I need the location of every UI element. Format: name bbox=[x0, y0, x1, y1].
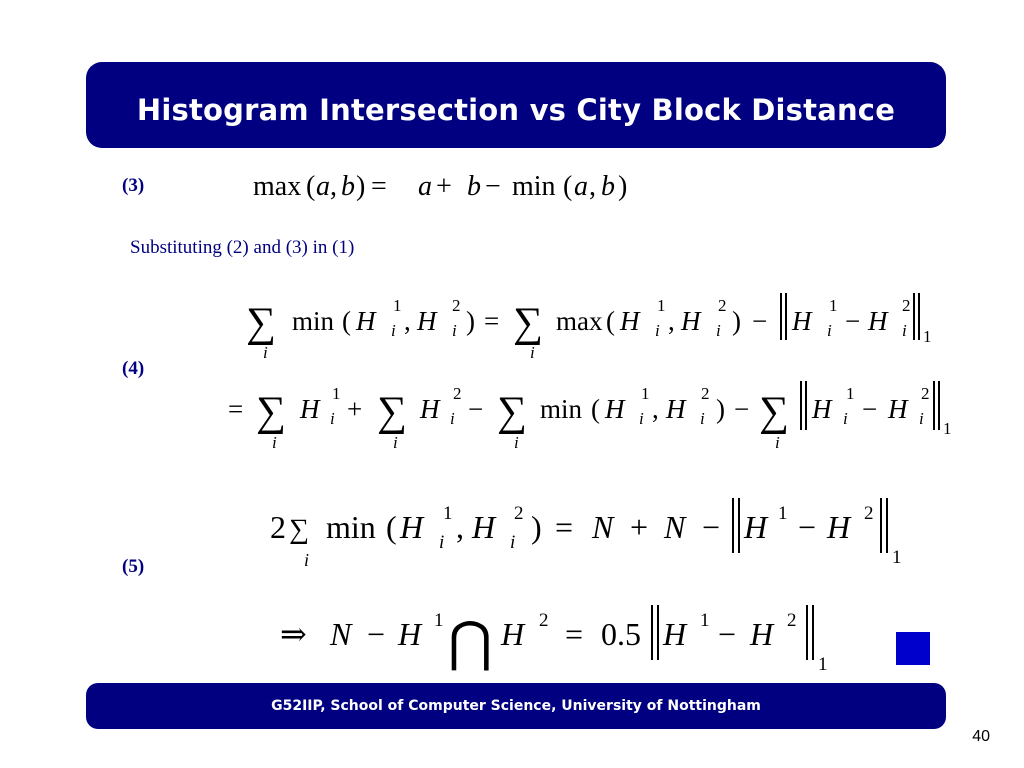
eq4b-H1: H bbox=[300, 394, 320, 424]
eq4a-H1: H bbox=[356, 306, 376, 336]
eq5a-H3-sup: 1 bbox=[778, 503, 788, 524]
eq5a-H2: H bbox=[472, 509, 496, 545]
eq5a-comma: , bbox=[456, 509, 464, 545]
eq4b-comma: , bbox=[652, 394, 659, 424]
equation-4-line-2 bbox=[228, 381, 952, 452]
eq4a-H1-sup: 1 bbox=[393, 296, 402, 315]
eq4b-sum1: ∑ bbox=[256, 389, 286, 435]
eq4b-sum4: ∑ bbox=[759, 389, 789, 435]
eq4b-H1-sup: 1 bbox=[332, 384, 341, 403]
eq3-a2: a bbox=[418, 171, 432, 202]
eq5b-H2: H bbox=[501, 616, 525, 652]
eq4a-sum2: ∑ bbox=[513, 300, 543, 346]
eq4b-sum2-index: i bbox=[393, 433, 398, 452]
equation-4-label: (4) bbox=[122, 358, 145, 379]
eq4b-H2: H bbox=[420, 394, 440, 424]
eq5a-H1-sup: 1 bbox=[443, 503, 453, 524]
eq4a-H6-sup: 2 bbox=[902, 296, 911, 315]
equation-5-line-2 bbox=[280, 605, 828, 675]
eq4b-H6-sub: i bbox=[919, 409, 924, 428]
eq4a-H3-sub: i bbox=[655, 321, 660, 340]
eq5b-equals: = bbox=[565, 616, 584, 652]
eq5b-H4-sup: 2 bbox=[787, 610, 797, 631]
eq4a-H3-sup: 1 bbox=[657, 296, 666, 315]
eq3-rparen: ) bbox=[356, 171, 366, 202]
eq4b-H4: H bbox=[666, 394, 686, 424]
eq5b-norm-sub: 1 bbox=[818, 654, 828, 675]
eq4a-sum1: ∑ bbox=[246, 300, 276, 346]
eq4a-H5-sup: 1 bbox=[829, 296, 838, 315]
eq4b-rparen: ) bbox=[716, 394, 725, 424]
eq5a-minus2: − bbox=[798, 509, 817, 545]
eq5a-sum: ∑ bbox=[289, 514, 309, 545]
eq4b-sum2: ∑ bbox=[377, 389, 407, 435]
eq4b-H6-sup: 2 bbox=[921, 384, 930, 403]
eq4a-comma2: , bbox=[668, 306, 675, 336]
eq5a-H2-sub: i bbox=[510, 532, 516, 553]
eq5b-H2-sup: 2 bbox=[539, 610, 549, 631]
eq5a-lparen: ( bbox=[386, 509, 397, 545]
eq4a-minus: − bbox=[752, 306, 768, 336]
eq4b-H2-sub: i bbox=[450, 409, 455, 428]
eq5a-H1: H bbox=[400, 509, 424, 545]
substitution-note: Substituting (2) and (3) in (1) bbox=[130, 237, 355, 258]
equation-3-label: (3) bbox=[122, 175, 145, 196]
eq4a-norm-sub: 1 bbox=[923, 327, 932, 346]
eq4a-H4-sub: i bbox=[716, 321, 721, 340]
eq4a-H2-sub: i bbox=[452, 321, 457, 340]
eq4a-rparen2: ) bbox=[732, 306, 741, 336]
eq5b-H4: H bbox=[750, 616, 774, 652]
eq4a-sum1-index: i bbox=[263, 343, 268, 362]
eq4b-H2-sup: 2 bbox=[453, 384, 462, 403]
eq4b-H4-sup: 2 bbox=[701, 384, 710, 403]
eq3-b3: b bbox=[601, 171, 615, 202]
eq5b-N: N bbox=[330, 616, 352, 652]
eq4b-norm-sub: 1 bbox=[943, 419, 952, 438]
eq5a-H4-sup: 2 bbox=[864, 503, 874, 524]
eq4b-minus3: − bbox=[862, 394, 878, 424]
eq4a-H6: H bbox=[868, 306, 888, 336]
footer-text: G52IIP, School of Computer Science, University of Nottingham bbox=[271, 698, 761, 714]
eq4a-H3: H bbox=[620, 306, 640, 336]
eq4a-rparen: ) bbox=[466, 306, 475, 336]
equation-3 bbox=[253, 171, 627, 202]
eq4b-H5-sup: 1 bbox=[846, 384, 855, 403]
eq4b-sum1-index: i bbox=[272, 433, 277, 452]
eq5b-implies: ⇒ bbox=[280, 616, 307, 652]
page-number: 40 bbox=[972, 728, 990, 745]
eq4a-lparen2: ( bbox=[606, 306, 615, 336]
eq4b-H3-sub: i bbox=[639, 409, 644, 428]
eq4b-H5-sub: i bbox=[843, 409, 848, 428]
eq4a-H5: H bbox=[792, 306, 812, 336]
eq3-max: max bbox=[253, 171, 302, 202]
eq4a-H6-sub: i bbox=[902, 321, 907, 340]
eq4a-H2-sup: 2 bbox=[452, 296, 461, 315]
eq3-a3: a bbox=[574, 171, 588, 202]
eq5a-equals: = bbox=[555, 509, 574, 545]
eq4a-H4: H bbox=[681, 306, 701, 336]
eq5b-minus2: − bbox=[718, 616, 737, 652]
eq4b-H5: H bbox=[812, 394, 832, 424]
eq4a-H2: H bbox=[417, 306, 437, 336]
eq4a-equals: = bbox=[484, 306, 500, 336]
eq4b-minus2: − bbox=[734, 394, 750, 424]
eq4a-comma: , bbox=[404, 306, 411, 336]
eq5a-plus: + bbox=[630, 509, 649, 545]
eq5a-sum-index: i bbox=[304, 550, 310, 570]
eq4b-lparen: ( bbox=[591, 394, 600, 424]
eq5a-H2-sup: 2 bbox=[514, 503, 524, 524]
eq3-lparen2: ( bbox=[563, 171, 573, 202]
eq4b-plus: + bbox=[347, 394, 363, 424]
eq4b-equals: = bbox=[228, 394, 244, 424]
eq5a-H3: H bbox=[744, 509, 768, 545]
eq4a-sum2-index: i bbox=[530, 343, 535, 362]
eq4a-minus2: − bbox=[845, 306, 861, 336]
slide-title: Histogram Intersection vs City Block Distance bbox=[136, 93, 896, 127]
eq4a-H4-sup: 2 bbox=[718, 296, 727, 315]
eq5a-coef: 2 bbox=[270, 509, 286, 545]
eq5a-H4: H bbox=[827, 509, 851, 545]
eq3-b: b bbox=[341, 171, 355, 202]
eq4a-H5-sub: i bbox=[827, 321, 832, 340]
eq4a-lparen: ( bbox=[342, 306, 351, 336]
eq5b-H3: H bbox=[663, 616, 687, 652]
eq4b-H6: H bbox=[888, 394, 908, 424]
eq3-equals: = bbox=[371, 171, 387, 202]
eq5b-H3-sup: 1 bbox=[700, 610, 710, 631]
eq4b-H3: H bbox=[605, 394, 625, 424]
eq4b-sum3-index: i bbox=[514, 433, 519, 452]
eq5a-rparen: ) bbox=[531, 509, 542, 545]
eq5a-norm-sub: 1 bbox=[892, 547, 902, 568]
eq4b-H4-sub: i bbox=[700, 409, 705, 428]
eq4a-max: max bbox=[556, 306, 603, 336]
eq4a-H1-sub: i bbox=[391, 321, 396, 340]
eq3-a: a bbox=[316, 171, 330, 202]
end-of-slide-marker bbox=[896, 632, 930, 665]
eq3-min: min bbox=[512, 171, 556, 202]
eq5b-H1: H bbox=[398, 616, 422, 652]
eq5b-H1-sup: 1 bbox=[434, 610, 444, 631]
eq5a-H1-sub: i bbox=[439, 532, 445, 553]
eq3-b2: b bbox=[467, 171, 481, 202]
eq3-comma: , bbox=[330, 171, 337, 202]
eq5a-N2: N bbox=[664, 509, 686, 545]
eq3-minus: − bbox=[485, 171, 501, 202]
footer-bar bbox=[86, 683, 946, 729]
eq4b-H3-sup: 1 bbox=[641, 384, 650, 403]
eq4a-min: min bbox=[292, 306, 335, 336]
eq5a-N1: N bbox=[592, 509, 614, 545]
eq5b-cap: ⋂ bbox=[448, 612, 493, 672]
eq4b-sum3: ∑ bbox=[497, 389, 527, 435]
eq4b-min: min bbox=[540, 394, 583, 424]
eq5a-minus: − bbox=[702, 509, 721, 545]
eq5b-minus: − bbox=[367, 616, 386, 652]
equation-5-label: (5) bbox=[122, 556, 145, 577]
equation-5-line-1 bbox=[270, 498, 902, 570]
eq3-comma2: , bbox=[589, 171, 596, 202]
eq4b-minus: − bbox=[468, 394, 484, 424]
equation-4-line-1 bbox=[246, 293, 932, 362]
eq3-lparen: ( bbox=[306, 171, 316, 202]
eq3-rparen2: ) bbox=[618, 171, 628, 202]
eq5a-min: min bbox=[326, 509, 376, 545]
eq3-plus: + bbox=[436, 171, 452, 202]
eq4b-H1-sub: i bbox=[330, 409, 335, 428]
eq5b-coef: 0.5 bbox=[601, 616, 641, 652]
eq4b-sum4-index: i bbox=[775, 433, 780, 452]
